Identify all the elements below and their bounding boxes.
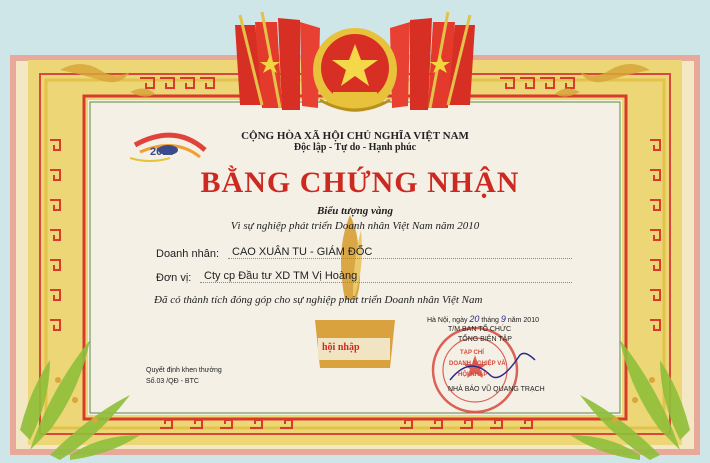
stamp-text-1: TẠP CHÍ [460, 350, 484, 356]
date-month-label: tháng [481, 317, 499, 324]
field-label-unit: Đơn vị: [156, 272, 192, 284]
decision-line-1: Quyết định khen thưởng [146, 367, 222, 374]
signature-line-1: T/M BAN TỔ CHỨC [448, 326, 512, 333]
header-country: CỘNG HÒA XÃ HỘI CHỦ NGHĨA VIỆT NAM [241, 130, 469, 142]
field-value-entrepreneur: CAO XUÂN TU - GIÁM ĐỐC [228, 246, 572, 259]
signature-line-2: TỔNG BIÊN TẬP [458, 336, 512, 343]
trophy-plaque-text: hội nhập [322, 342, 360, 353]
date-year: năm 2010 [507, 317, 539, 324]
date-month: 9 [500, 314, 506, 324]
achievement-text: Đã có thành tích đóng góp cho sự nghiệp phát triển Doanh nhân Việt Nam [154, 294, 483, 306]
date-prefix: Hà Nội, ngày [427, 317, 468, 324]
header-motto: Độc lập - Tự do - Hạnh phúc [293, 142, 417, 153]
stamp-text-3: HỘI NHẬP [458, 372, 488, 378]
award-purpose: Vì sự nghiệp phát triển Doanh nhân Việt Nam năm 2010 [230, 220, 480, 232]
logo-2010-label: 2010 [150, 146, 175, 158]
decision-line-2: Số.03 /QĐ - BTC [146, 378, 199, 385]
issue-date [427, 314, 539, 324]
signer-name: NHÀ BÁO VŨ QUANG TRẠCH [448, 386, 545, 393]
stamp-text-2: DOANH NGHIỆP VÀ [449, 361, 506, 367]
national-emblem-icon [313, 28, 397, 112]
field-value-unit: Cty cp Đầu tư XD TM Vị Hoàng [200, 270, 572, 283]
award-name: Biểu tượng vàng [316, 205, 394, 217]
certificate-title: BẰNG CHỨNG NHẬN [200, 166, 520, 199]
date-day: 20 [469, 314, 480, 324]
field-label-entrepreneur: Doanh nhân: [156, 248, 219, 260]
